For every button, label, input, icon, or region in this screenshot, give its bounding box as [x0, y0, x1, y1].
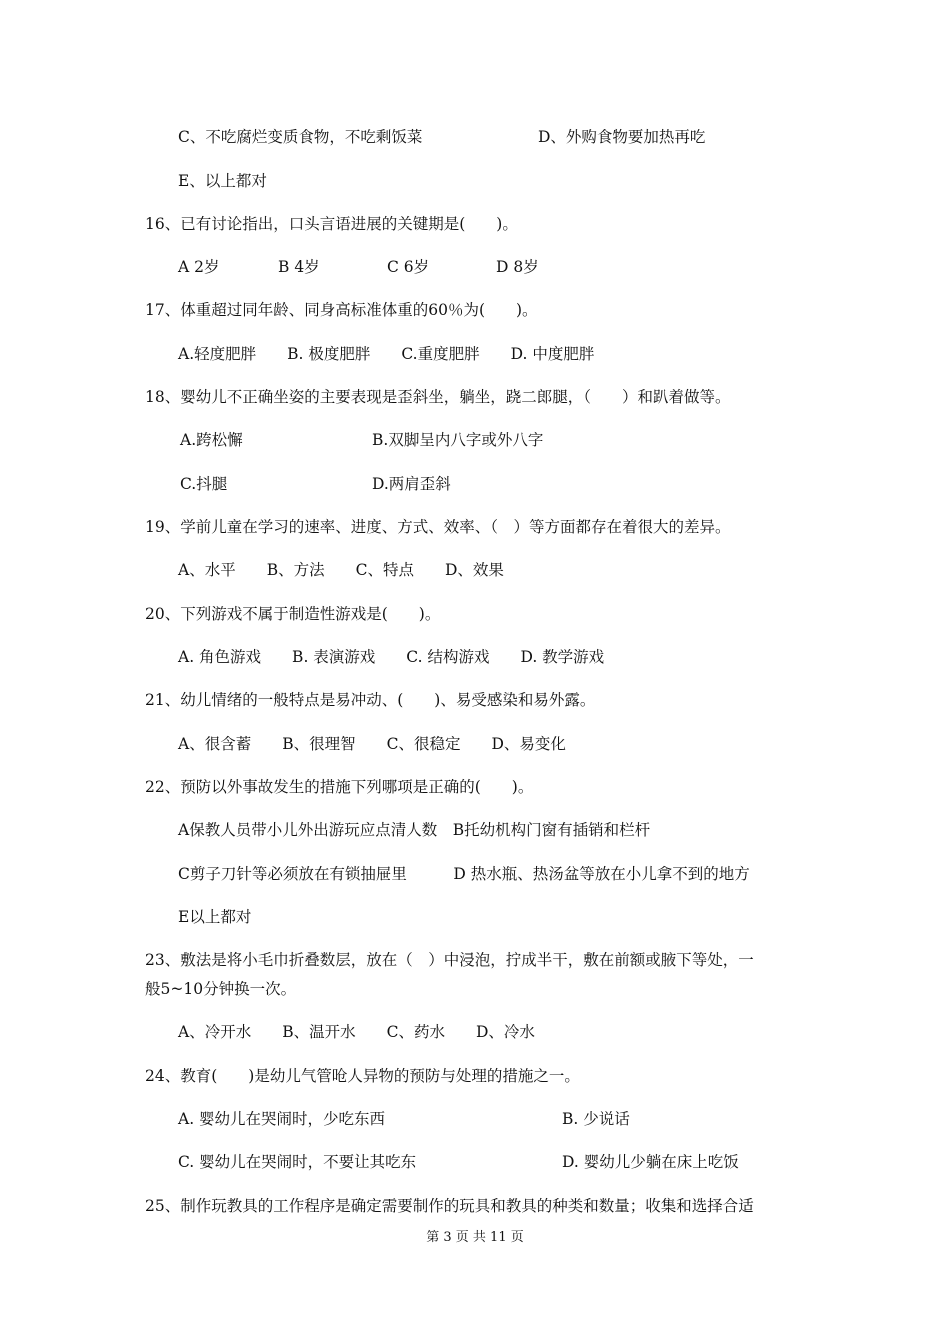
- q21-text: 21、幼儿情绪的一般特点是易冲动、( )、易受感染和易外露。: [145, 691, 596, 709]
- q24-option-a: A. 婴幼儿在哭闹时，少吃东西: [178, 1110, 386, 1128]
- q17-text: 17、体重超过同年龄、同身高标准体重的60％为( )。: [145, 301, 538, 319]
- q18-option-a: A.跨松懈: [180, 431, 243, 449]
- page-footer: 第 3 页 共 11 页: [426, 1230, 524, 1245]
- q18-text: 18、婴幼儿不正确坐姿的主要表现是歪斜坐，躺坐，跷二郎腿，（ ）和趴着做等。: [145, 388, 731, 406]
- q16-option-a: A 2岁: [178, 258, 220, 276]
- q23-text-line2: 般5~10分钟换一次。: [145, 980, 297, 998]
- q15-option-c: C、不吃腐烂变质食物，不吃剩饭菜: [178, 128, 423, 146]
- q16-option-d: D 8岁: [496, 258, 539, 276]
- q22-text: 22、预防以外事故发生的措施下列哪项是正确的( )。: [145, 778, 534, 796]
- q16-option-b: B 4岁: [278, 258, 320, 276]
- q18-option-b: B.双脚呈内八字或外八字: [372, 431, 544, 449]
- q23-text-line1: 23、敷法是将小毛巾折叠数层，放在（ ）中浸泡，拧成半干，敷在前额或腋下等处，一: [145, 951, 754, 969]
- q16-text: 16、已有讨论指出，口头言语进展的关键期是( )。: [145, 215, 518, 233]
- q17-options: A.轻度肥胖 B. 极度肥胖 C.重度肥胖 D. 中度肥胖: [178, 345, 595, 363]
- q18-option-d: D.两肩歪斜: [372, 475, 451, 493]
- q24-option-d: D. 婴幼儿少躺在床上吃饭: [562, 1153, 739, 1171]
- q20-options: A. 角色游戏 B. 表演游戏 C. 结构游戏 D. 教学游戏: [178, 648, 605, 666]
- q20-text: 20、下列游戏不属于制造性游戏是( )。: [145, 605, 441, 623]
- q15-option-e: E、以上都对: [178, 172, 267, 190]
- q19-options: A、水平 B、方法 C、特点 D、效果: [178, 561, 504, 579]
- q16-option-c: C 6岁: [387, 258, 430, 276]
- q24-text: 24、教育( )是幼儿气管呛人异物的预防与处理的措施之一。: [145, 1067, 580, 1085]
- q23-options: A、冷开水 B、温开水 C、药水 D、冷水: [178, 1023, 535, 1041]
- q25-text: 25、制作玩教具的工作程序是确定需要制作的玩具和教具的种类和数量；收集和选择合适: [145, 1197, 754, 1215]
- q22-options-ab: A保教人员带小儿外出游玩应点清人数 B托幼机构门窗有插销和栏杆: [178, 821, 651, 839]
- q24-option-b: B. 少说话: [562, 1110, 630, 1128]
- q21-options: A、很含蓄 B、很理智 C、很稳定 D、易变化: [178, 735, 566, 753]
- q19-text: 19、学前儿童在学习的速率、进度、方式、效率、（ ）等方面都存在着很大的差异。: [145, 518, 731, 536]
- q22-options-cd: C剪子刀针等必须放在有锁抽屉里 D 热水瓶、热汤盆等放在小儿拿不到的地方: [178, 865, 750, 883]
- q22-option-e: E以上都对: [178, 908, 252, 926]
- q18-option-c: C.抖腿: [180, 475, 228, 493]
- q24-option-c: C. 婴幼儿在哭闹时，不要让其吃东: [178, 1153, 417, 1171]
- q15-option-d: D、外购食物要加热再吃: [538, 128, 706, 146]
